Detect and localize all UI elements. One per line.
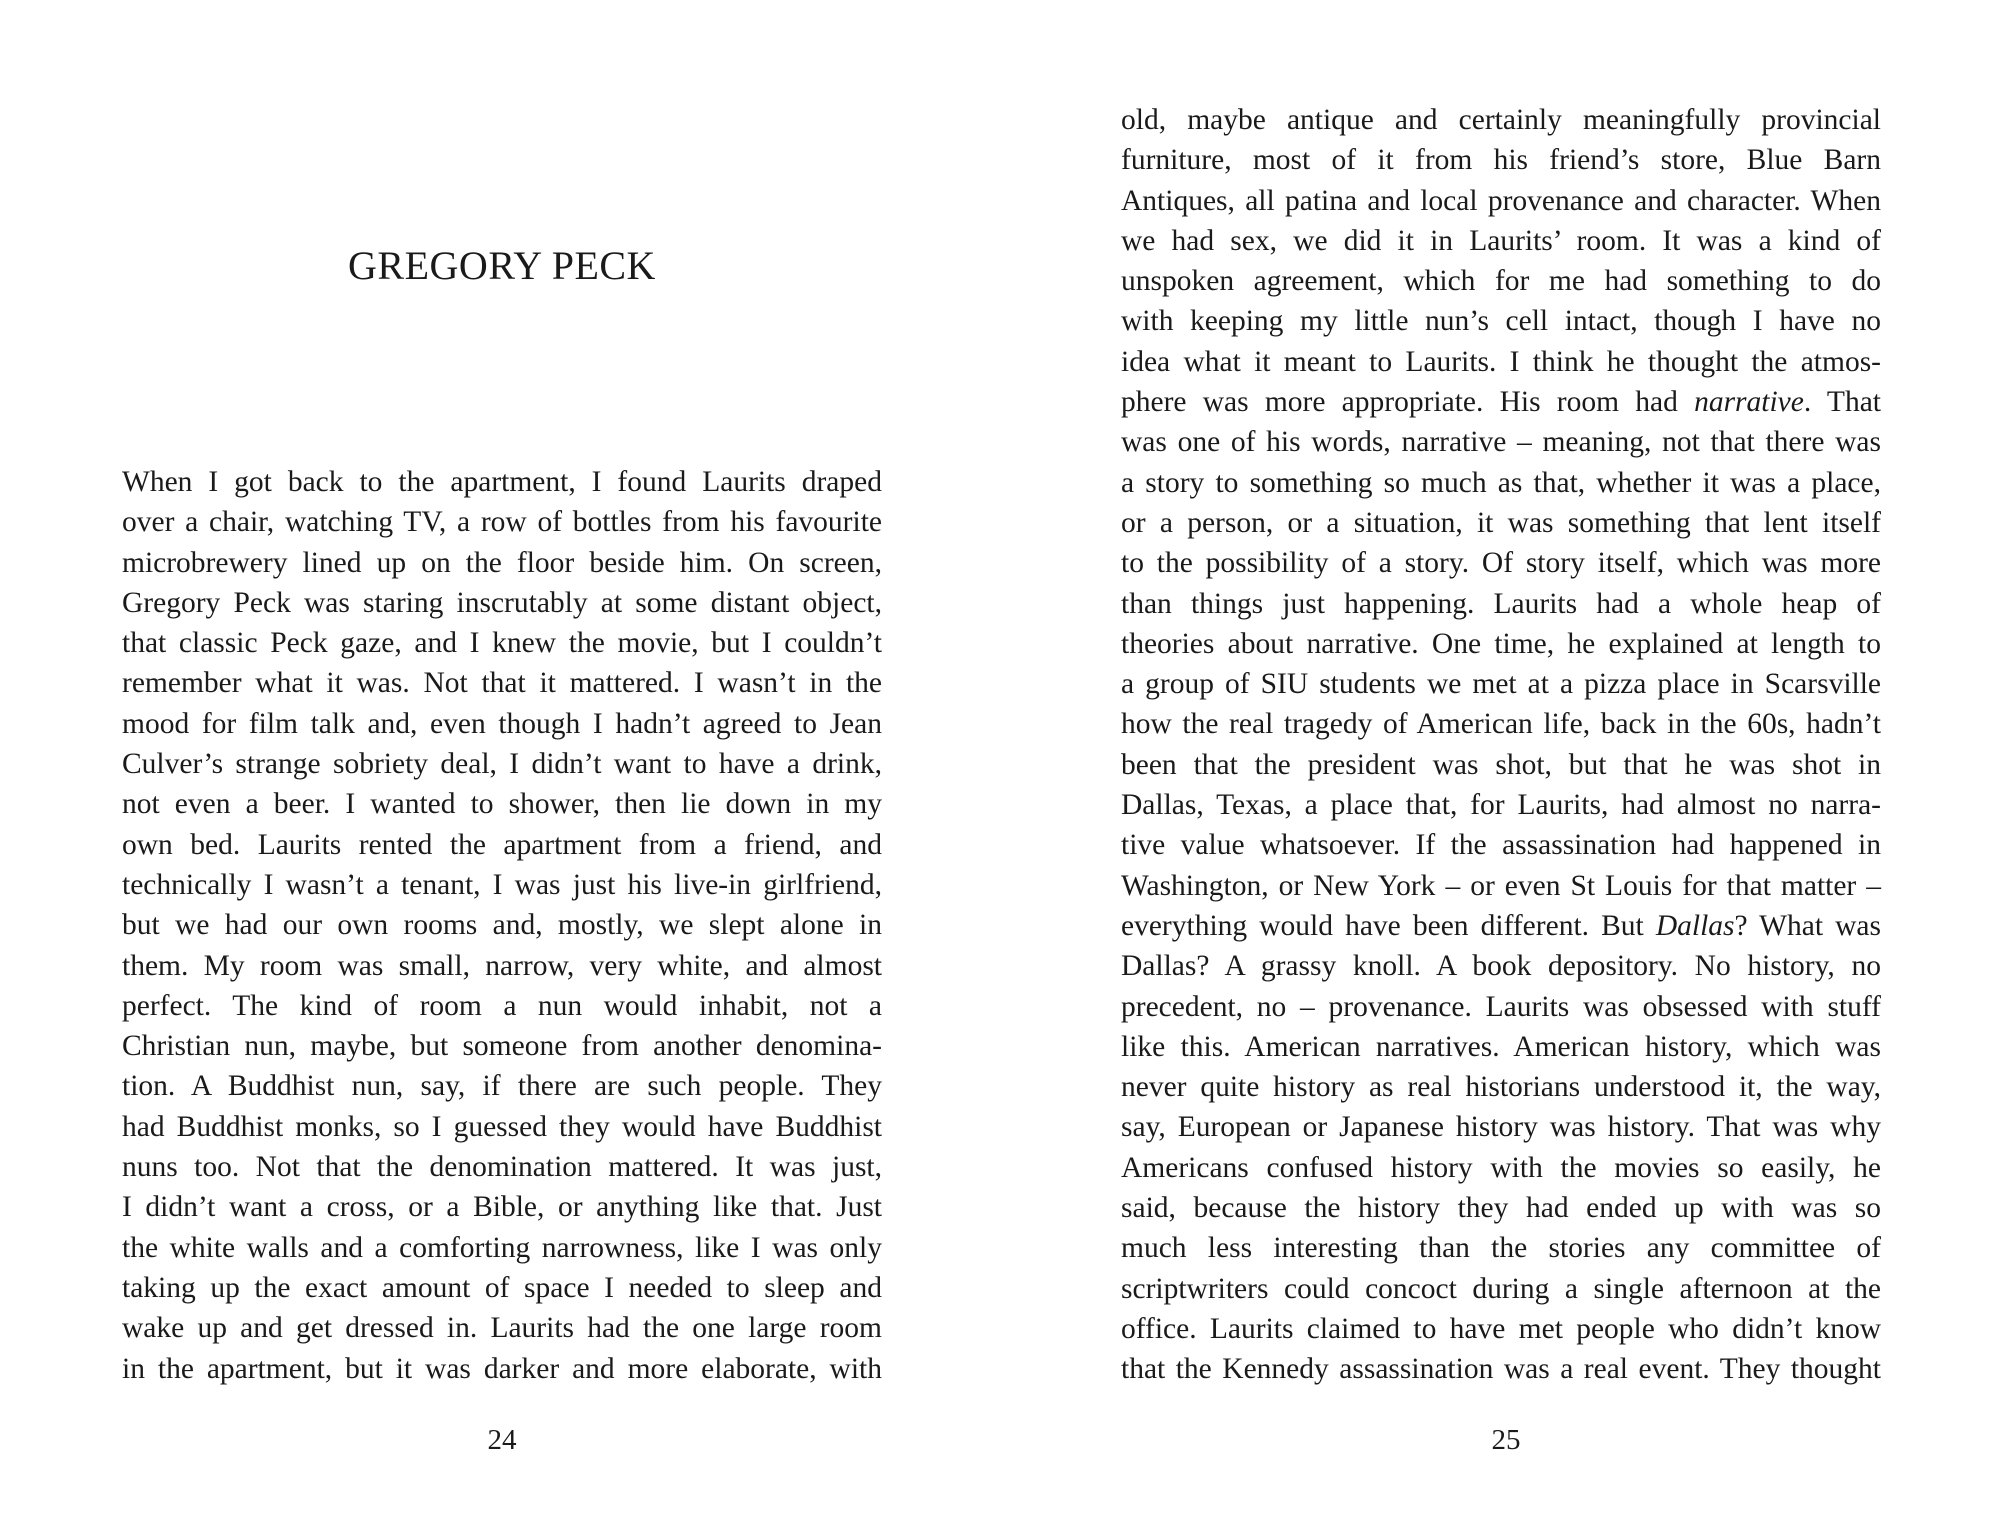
text-line: scriptwriters could concoct during a single afternoon at the <box>1121 1272 1881 1305</box>
text-line: Dallas? A grassy knoll. A book depository. No history, no <box>1121 950 1881 983</box>
text-line: the white walls and a comforting narrowness, like I was only <box>122 1231 882 1264</box>
left-body-text <box>122 462 882 1389</box>
chapter-title: GREGORY PECK <box>348 243 656 288</box>
text-line: that classic Peck gaze, and I knew the movie, but I couldn’t <box>122 627 882 660</box>
text-line: like this. American narratives. American history, which was <box>1121 1030 1881 1063</box>
text-line: Antiques, all patina and local provenance and character. When <box>1121 184 1881 217</box>
right-page <box>1000 0 2000 1536</box>
text-line: Christian nun, maybe, but someone from another denomina- <box>122 1030 882 1063</box>
text-line: Dallas, Texas, a place that, for Laurits, had almost no narra- <box>1121 789 1881 822</box>
text-line: over a chair, watching TV, a row of bottles from his favourite <box>122 506 882 539</box>
text-line: office. Laurits claimed to have met people who didn’t know <box>1121 1312 1881 1345</box>
page-number: 25 <box>1491 1424 1521 1456</box>
text-line: was one of his words, narrative – meaning, not that there was <box>1121 426 1881 459</box>
text-line: how the real tragedy of American life, back in the 60s, hadn’t <box>1121 708 1881 741</box>
text-line: them. My room was small, narrow, very white, and almost <box>122 949 882 982</box>
text-line: everything would have been different. But Dallas? What was <box>1121 909 1881 942</box>
text-line: much less interesting than the stories any committee of <box>1121 1232 1881 1265</box>
text-line: in the apartment, but it was darker and more elaborate, with <box>122 1352 882 1385</box>
text-line: said, because the history they had ended up with was so <box>1121 1192 1881 1225</box>
text-line: that the Kennedy assassination was a real event. They thought <box>1121 1353 1881 1386</box>
text-line: own bed. Laurits rented the apartment from a friend, and <box>122 828 882 861</box>
right-body-text <box>1121 100 1881 1390</box>
text-line: but we had our own rooms and, mostly, we slept alone in <box>122 909 882 942</box>
text-line: a story to something so much as that, whether it was a place, <box>1121 466 1881 499</box>
text-line: I didn’t want a cross, or a Bible, or anything like that. Just <box>122 1191 882 1224</box>
text-line: or a person, or a situation, it was something that lent itself <box>1121 506 1881 539</box>
text-line: idea what it meant to Laurits. I think he thought the atmos- <box>1121 345 1881 378</box>
text-line: Gregory Peck was staring inscrutably at some distant object, <box>122 586 882 619</box>
text-line: technically I wasn’t a tenant, I was just his live-in girlfriend, <box>122 868 882 901</box>
text-line: taking up the exact amount of space I needed to sleep and <box>122 1271 882 1304</box>
text-line: theories about narrative. One time, he explained at length to <box>1121 627 1881 660</box>
text-line: a group of SIU students we met at a pizza place in Scarsville <box>1121 668 1881 701</box>
text-line: never quite history as real historians understood it, the way, <box>1121 1071 1881 1104</box>
text-line: say, European or Japanese history was history. That was why <box>1121 1111 1881 1144</box>
text-line: than things just happening. Laurits had a whole heap of <box>1121 587 1881 620</box>
text-line: had Buddhist monks, so I guessed they would have Buddhist <box>122 1110 882 1143</box>
text-line: nuns too. Not that the denomination mattered. It was just, <box>122 1151 882 1184</box>
text-line: Americans confused history with the movies so easily, he <box>1121 1151 1881 1184</box>
text-line: Washington, or New York – or even St Louis for that matter – <box>1121 869 1881 902</box>
text-line: tion. A Buddhist nun, say, if there are such people. They <box>122 1070 882 1103</box>
text-line: tive value whatsoever. If the assassination had happened in <box>1121 829 1881 862</box>
text-line: Culver’s strange sobriety deal, I didn’t want to have a drink, <box>122 748 882 781</box>
text-line: perfect. The kind of room a nun would inhabit, not a <box>122 989 882 1022</box>
text-line: with keeping my little nun’s cell intact, though I have no <box>1121 305 1881 338</box>
text-line: been that the president was shot, but that he was shot in <box>1121 748 1881 781</box>
text-line: furniture, most of it from his friend’s store, Blue Barn <box>1121 144 1881 177</box>
text-line: we had sex, we did it in Laurits’ room. It was a kind of <box>1121 224 1881 257</box>
text-line: remember what it was. Not that it mattered. I wasn’t in the <box>122 667 882 700</box>
text-line: microbrewery lined up on the floor beside him. On screen, <box>122 546 882 579</box>
text-line: to the possibility of a story. Of story itself, which was more <box>1121 547 1881 580</box>
text-line: When I got back to the apartment, I found Laurits draped <box>122 466 882 498</box>
text-line: precedent, no – provenance. Laurits was obsessed with stuff <box>1121 990 1881 1023</box>
text-line: not even a beer. I wanted to shower, then lie down in my <box>122 788 882 821</box>
text-line: mood for film talk and, even though I hadn’t agreed to Jean <box>122 707 882 740</box>
text-line: wake up and get dressed in. Laurits had the one large room <box>122 1312 882 1345</box>
text-line: old, maybe antique and certainly meaningfully provincial <box>1121 104 1881 136</box>
text-line: phere was more appropriate. His room had narrative. That <box>1121 386 1881 419</box>
page-number: 24 <box>487 1424 517 1456</box>
text-line: unspoken agreement, which for me had something to do <box>1121 265 1881 298</box>
